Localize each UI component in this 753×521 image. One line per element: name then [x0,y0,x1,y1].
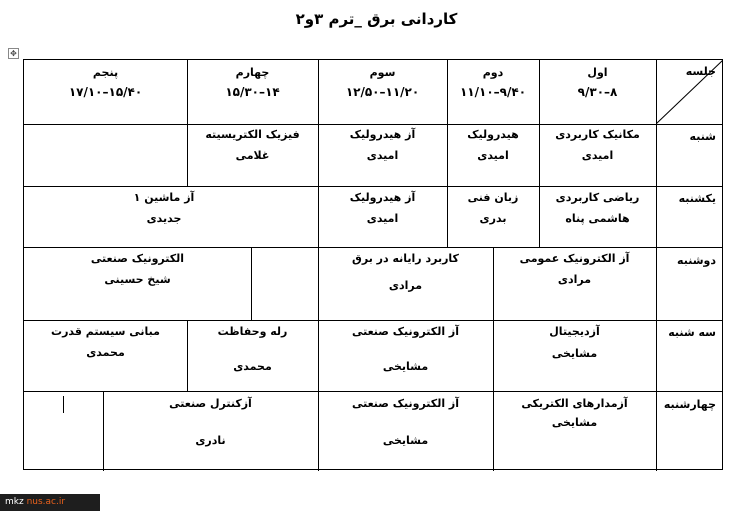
text-cursor [63,396,64,413]
class-cell: آزدیجیتال مشایخی [549,325,600,360]
page-title: کاردانی برق _ترم ۳و۲ [295,10,458,28]
column-divider [251,247,252,320]
row-divider [24,247,722,248]
class-cell: آز هیدرولیک امیدی [349,128,416,162]
class-cell: آز الکترونیک صنعتی مشایخی [351,325,460,373]
class-cell: ریاضی کاربردی هاشمی پناه [555,191,640,225]
session-header-4: چهارم ۱۴–۱۵/۳۰ [225,66,280,99]
class-cell: فیزیک الکتریسیته غلامی [205,128,300,162]
class-cell: آز الکترونیک عمومی مرادی [519,252,630,286]
class-cell: زبان فنی بدری [467,191,519,225]
class-cell: آز ماشین ۱ جدیدی [133,191,195,225]
schedule-table [23,59,723,470]
row-divider [24,124,722,125]
session-header-3: سوم ۱۱/۲۰–۱۲/۵۰ [345,66,420,99]
session-header-1: اول ۸–۹/۳۰ [577,66,618,99]
corner-label: جلسه [685,65,716,78]
class-cell: کاربرد رایانه در برق مرادی [352,252,459,292]
row-divider [24,391,722,392]
row-divider [24,186,722,187]
class-cell: هیدرولیک امیدی [467,128,519,162]
day-label-sun: یکشنبه [678,192,716,205]
table-move-handle-icon[interactable]: ✥ [8,48,19,59]
day-label-sat: شنبه [689,130,716,143]
row-divider [24,320,722,321]
class-cell: الکترونیک صنعتی شیخ حسینی [90,252,185,286]
session-header-2: دوم ۹/۴۰–۱۱/۱۰ [459,66,527,99]
class-cell: آزمدارهای الکتریکی مشایخی [521,397,628,429]
class-cell: آز الکترونیک صنعتی مشایخی [351,397,460,447]
day-label-tue: سه شنبه [668,326,716,339]
class-cell: آزکنترل صنعتی نادری [169,397,252,447]
day-label-mon: دوشنبه [677,254,716,267]
class-cell: رله وحفاظت محمدی [217,325,288,373]
class-cell: مبانی سیستم قدرت محمدی [51,325,160,359]
session-header-5: پنجم ۱۵/۴۰–۱۷/۱۰ [68,66,143,99]
class-cell: مکانیک کاربردی امیدی [555,128,640,162]
class-cell: آز هیدرولیک امیدی [349,191,416,225]
watermark: mkz nus.ac.ir [0,494,100,511]
day-label-wed: چهارشنبه [663,398,716,411]
